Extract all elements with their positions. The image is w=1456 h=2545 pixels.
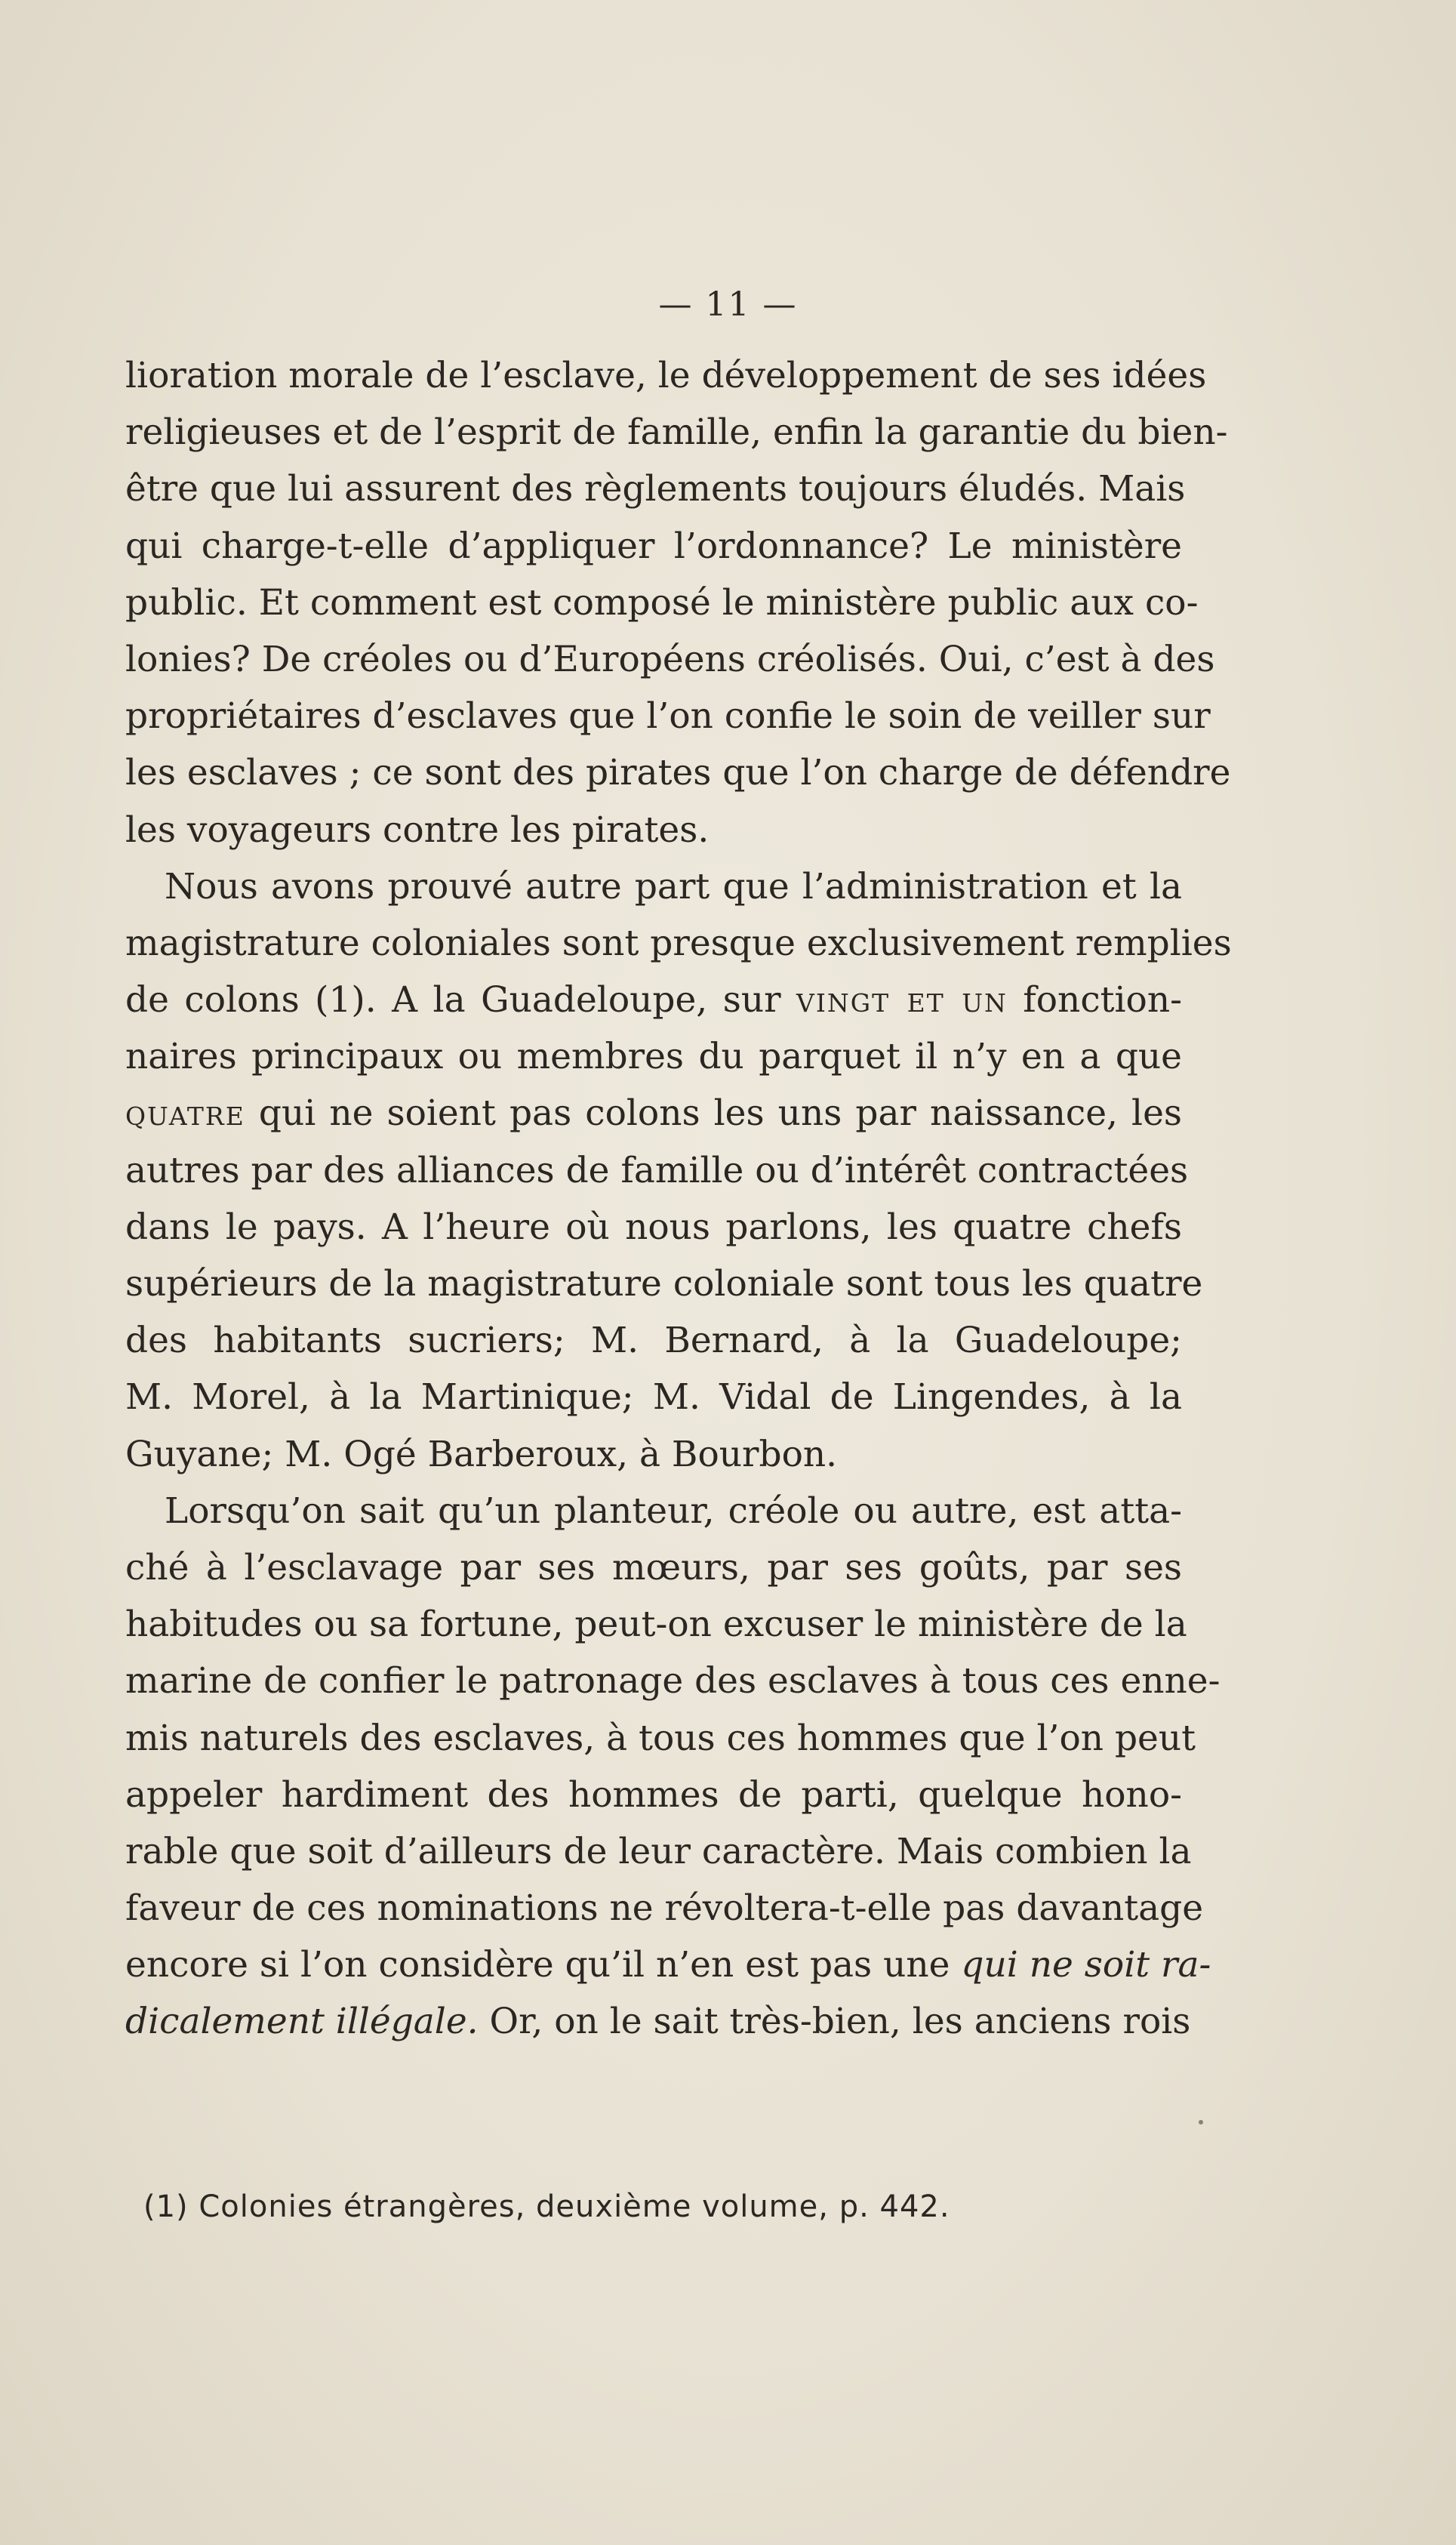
paragraph-start-line xyxy=(125,1483,1182,1539)
text-line xyxy=(125,1936,1211,1993)
text-line xyxy=(125,631,1215,688)
text-run: M. Morel, à la Martinique; M. Vidal de Lingendes, à la xyxy=(125,1376,1182,1419)
text-line xyxy=(125,1767,1182,1823)
text-line xyxy=(125,1993,1191,2050)
text-line xyxy=(125,1823,1192,1880)
text-line xyxy=(125,1653,1221,1709)
text-run: habitudes ou sa fortune, peut-on excuser le ministère de la xyxy=(125,1604,1187,1646)
paragraph-end-line xyxy=(125,802,1182,858)
text-run: des habitants sucriers; M. Bernard, à la Guadeloupe; xyxy=(125,1320,1182,1362)
small-caps-run: vingt et un xyxy=(796,979,1008,1021)
text-run: magistrature coloniales sont presque exclusivement remplies xyxy=(125,922,1232,964)
text-run: les esclaves ; ce sont des pirates que l’on charge de défendre xyxy=(125,752,1231,794)
text-line xyxy=(125,1199,1182,1256)
text-run: qui ne soient pas colons les uns par naissance, les xyxy=(245,1092,1182,1135)
text-run: Lorsqu’on sait qu’un planteur, créole ou autre, est atta- xyxy=(165,1490,1182,1532)
text-line xyxy=(125,1369,1182,1425)
small-caps-run: quatre xyxy=(125,1092,245,1135)
text-run: encore si l’on considère qu’il n’en est pas une xyxy=(125,1944,962,1986)
page-number-header: — 11 — xyxy=(658,285,798,324)
text-line xyxy=(125,915,1232,972)
italic-run: dicalement illégale. xyxy=(125,2001,479,2043)
text-run: Guyane; M. Ogé Barberoux, à Bourbon. xyxy=(125,1433,838,1475)
text-line xyxy=(125,972,1182,1028)
text-line xyxy=(125,461,1186,517)
text-run: Or, on le sait très-bien, les anciens rois xyxy=(478,2001,1191,2043)
text-run: de colons (1). A la Guadeloupe, sur xyxy=(125,979,797,1021)
text-line xyxy=(125,1142,1189,1199)
footnote: (1) Colonies étrangères, deuxième volume, p. 442. xyxy=(143,2189,950,2224)
text-line xyxy=(125,404,1228,461)
text-run: appeler hardiment des hommes de parti, quelque hono- xyxy=(125,1773,1182,1816)
text-run: lioration morale de l’esclave, le développement de ses idées xyxy=(125,355,1207,396)
text-run: naires principaux ou membres du parquet il n’y en a que xyxy=(125,1036,1182,1078)
margin-mark xyxy=(1199,2120,1203,2124)
text-run: qui charge-t-elle d’appliquer l’ordonnance? Le ministère xyxy=(125,525,1182,567)
text-run: marine de confier le patronage des esclaves à tous ces enne- xyxy=(125,1660,1221,1702)
text-line xyxy=(125,518,1182,575)
text-line xyxy=(125,688,1211,744)
text-line xyxy=(125,575,1199,631)
text-run: lonies? De créoles ou d’Européens créolisés. Oui, c’est à des xyxy=(125,638,1215,680)
text-run: rable que soit d’ailleurs de leur caractère. Mais combien la xyxy=(125,1830,1192,1872)
text-line xyxy=(125,1596,1187,1653)
text-run: dans le pays. A l’heure où nous parlons, les quatre chefs xyxy=(125,1206,1182,1248)
text-line xyxy=(125,1710,1196,1767)
text-line xyxy=(125,347,1207,404)
text-run: faveur de ces nominations ne révoltera-t-elle pas davantage xyxy=(125,1887,1204,1930)
text-line xyxy=(125,1085,1182,1142)
text-run: les voyageurs contre les pirates. xyxy=(125,809,710,851)
text-line xyxy=(125,744,1231,801)
text-run: supérieurs de la magistrature coloniale sont tous les quatre xyxy=(125,1263,1203,1305)
text-run: autres par des alliances de famille ou d’intérêt contractées xyxy=(125,1149,1189,1191)
text-line xyxy=(125,1880,1204,1936)
text-run: mis naturels des esclaves, à tous ces hommes que l’on peut xyxy=(125,1717,1196,1759)
italic-run: qui ne soit ra- xyxy=(961,1944,1211,1986)
text-run: public. Et comment est composé le ministère public aux co- xyxy=(125,581,1199,624)
text-run: être que lui assurent des règlements toujours éludés. Mais xyxy=(125,468,1186,510)
text-run: ché à l’esclavage par ses mœurs, par ses goûts, par ses xyxy=(125,1546,1182,1588)
body-text xyxy=(125,347,1232,2050)
text-line xyxy=(125,1256,1203,1312)
paragraph-end-line xyxy=(125,1426,1182,1483)
paragraph-start-line xyxy=(125,858,1182,915)
text-run: religieuses et de l’esprit de famille, enfin la garantie du bien- xyxy=(125,411,1228,454)
text-run: propriétaires d’esclaves que l’on confie le soin de veiller sur xyxy=(125,695,1211,738)
text-line xyxy=(125,1539,1182,1596)
text-line xyxy=(125,1028,1182,1085)
text-run: Nous avons prouvé autre part que l’administration et la xyxy=(165,865,1182,907)
text-line xyxy=(125,1312,1182,1369)
text-run: fonction- xyxy=(1007,979,1183,1021)
